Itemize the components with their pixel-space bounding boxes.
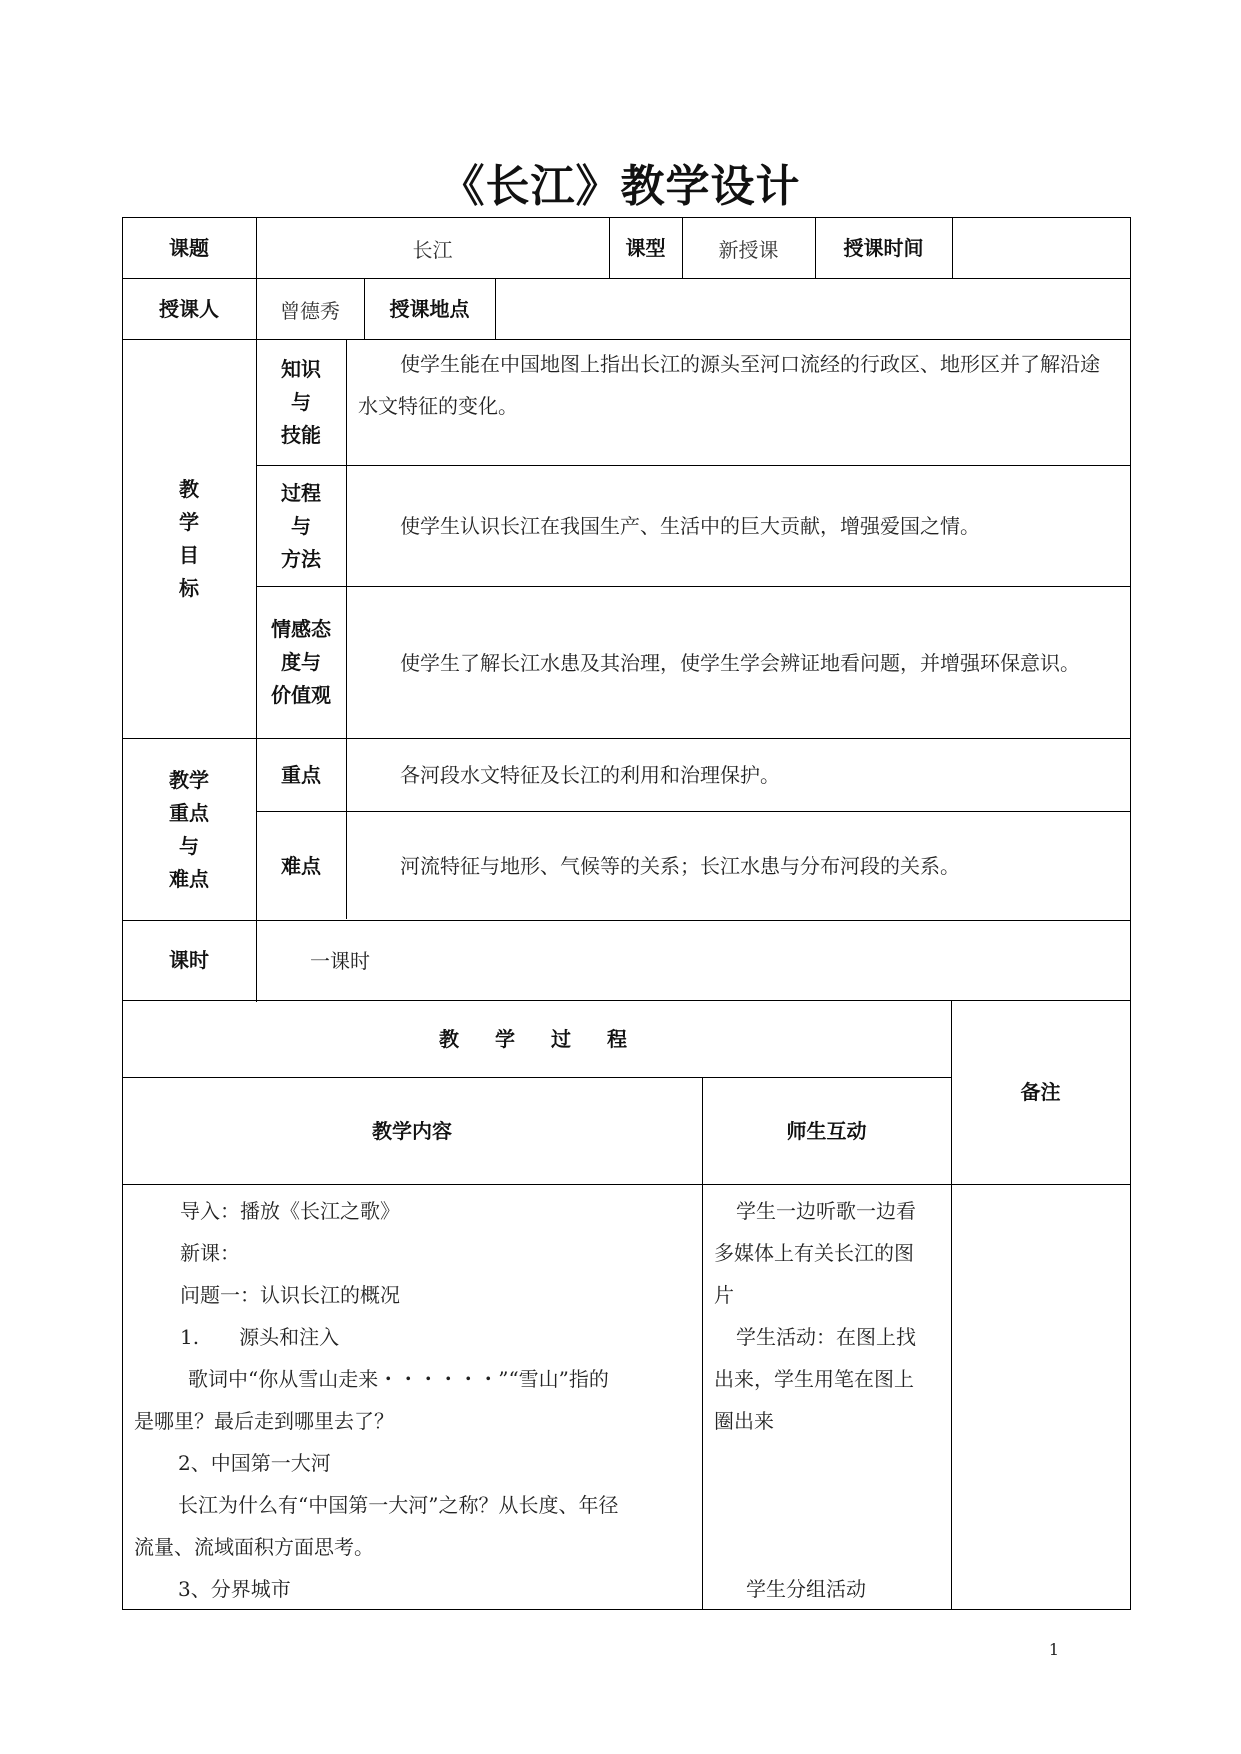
content-column [122, 1190, 702, 1608]
content-label: 教学内容 [372, 1118, 452, 1143]
interaction-line: 学生活动：在图上找 [736, 1325, 916, 1349]
process-header: 教 学 过 程 [439, 1026, 635, 1051]
content-line: 3、分界城市 [178, 1577, 291, 1601]
interaction-line: 学生一边听歌一边看 [736, 1199, 916, 1223]
content-line: 是哪里？最后走到哪里去了？ [134, 1409, 394, 1433]
place-value [495, 278, 1130, 340]
place-label: 授课地点 [389, 296, 470, 321]
type-label: 课型 [625, 235, 666, 260]
objective-process-label: 过程 与 方法 [281, 480, 321, 571]
key-point-label: 重点 [281, 762, 321, 787]
teacher-value: 曾德秀 [280, 298, 340, 323]
objective-knowledge-label: 知识 与 技能 [281, 357, 321, 447]
objectives-label: 教 学 目 标 [179, 477, 199, 600]
interaction-line: 出来，学生用笔在图上 [714, 1367, 914, 1391]
difficulty-text: 河流特征与地形、气候等的关系；长江水患与分布河段的关系。 [400, 854, 960, 878]
topic-value: 长江 [412, 237, 453, 262]
content-line: 2、中国第一大河 [178, 1451, 331, 1475]
key-point-text: 各河段水文特征及长江的利用和治理保护。 [400, 763, 780, 787]
objective-attitude-text: 使学生了解长江水患及其治理，使学生学会辨证地看问题，并增强环保意识。 [400, 650, 1080, 675]
interaction-label: 师生互动 [786, 1118, 867, 1143]
interaction-line: 圈出来 [714, 1409, 774, 1433]
difficulty-label: 难点 [281, 853, 321, 878]
content-line: 长江为什么有“中国第一大河”之称？从长度、年径 [178, 1493, 619, 1517]
interaction-line: 多媒体上有关长江的图 [714, 1241, 914, 1265]
type-value: 新授课 [718, 237, 779, 262]
teacher-label: 授课人 [159, 296, 219, 321]
interaction-column [702, 1190, 951, 1608]
content-line: 新课： [180, 1241, 240, 1265]
objective-attitude-label: 情感态 度与 价值观 [271, 617, 331, 707]
hours-label: 课时 [169, 948, 209, 972]
interaction-line: 片 [714, 1283, 734, 1307]
interaction-line: 学生分组活动 [746, 1577, 866, 1601]
remark-label: 备注 [1020, 1080, 1061, 1104]
content-line: 问题一：认识长江的概况 [180, 1283, 400, 1307]
topic-label: 课题 [169, 235, 209, 260]
hours-value: 一课时 [310, 948, 370, 973]
key-points-label: 教学 重点 与 难点 [169, 767, 209, 891]
content-line: 歌词中“你从雪山走来・・・・・・”“雪山”指的 [188, 1367, 609, 1391]
document-title: 《长江》教学设计 [440, 161, 801, 212]
page-number: 1 [1048, 1640, 1059, 1659]
objective-process-text: 使学生认识长江在我国生产、生活中的巨大贡献，增强爱国之情。 [400, 514, 980, 538]
time-label: 授课时间 [843, 235, 924, 260]
content-line: 流量、流域面积方面思考。 [134, 1535, 374, 1559]
content-line: 导入：播放《长江之歌》 [180, 1199, 400, 1223]
objective-knowledge-text: 使学生能在中国地图上指出长江的源头至河口流经的行政区、地形区并了解沿途水文特征的变化。 [358, 352, 1100, 418]
time-value [952, 217, 1130, 279]
content-line: 1. 源头和注入 [180, 1325, 340, 1349]
